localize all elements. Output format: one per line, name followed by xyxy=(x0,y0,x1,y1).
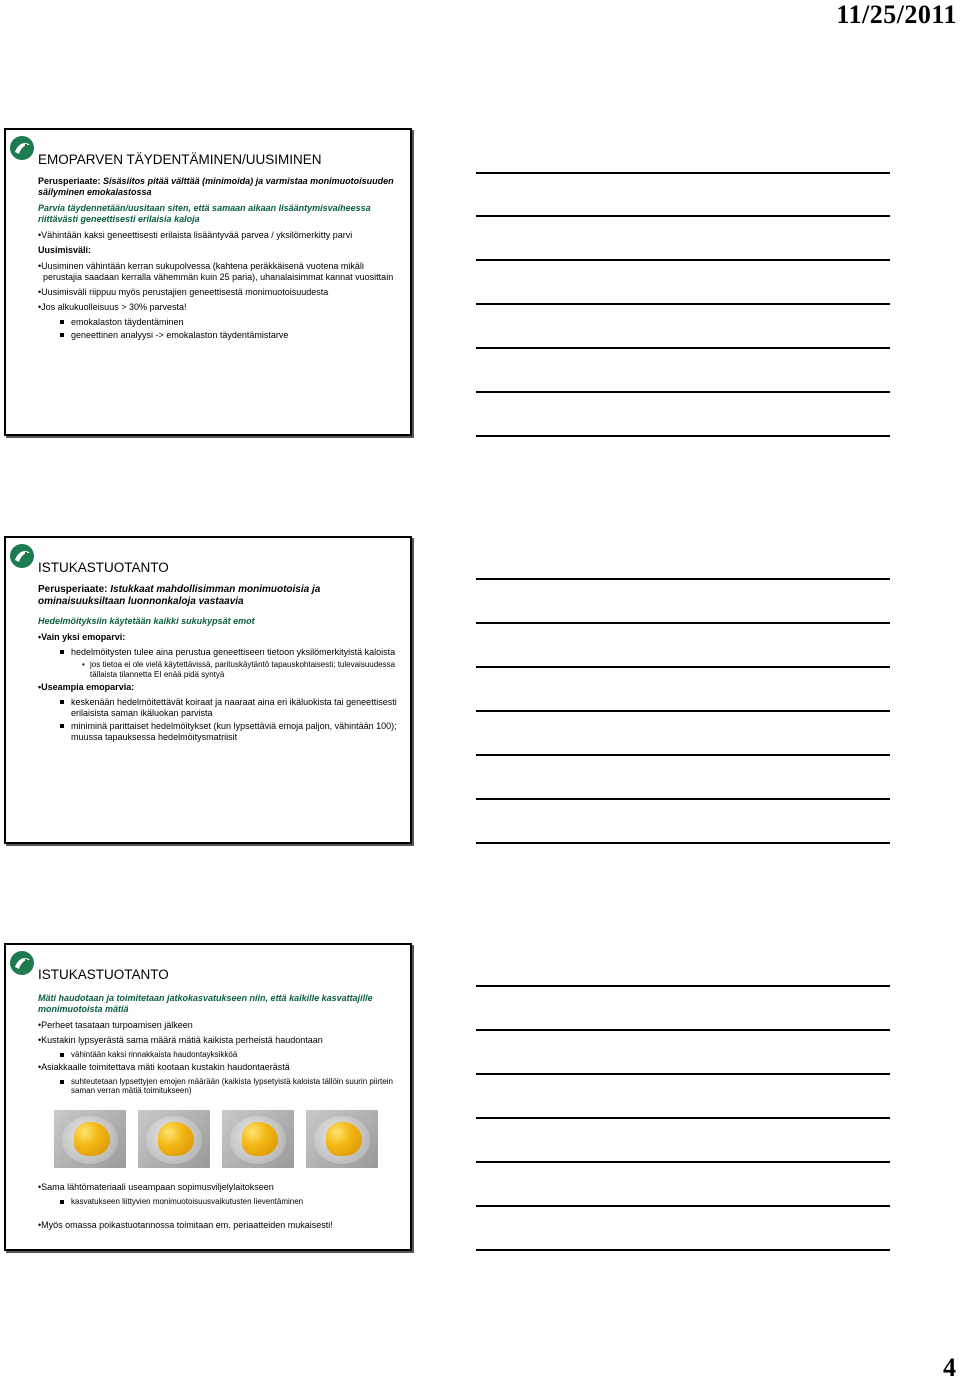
note-line xyxy=(476,710,890,712)
sub-bullet-item: vähintään kaksi rinnakkaista haudontayksikköä xyxy=(38,1050,400,1060)
highlight-text: Mäti haudotaan ja toimitetaan jatkokasvatukseen niin, että kaikille kasvattajille monimuotoista mätiä xyxy=(38,993,373,1014)
note-line xyxy=(476,435,890,437)
sub-bullet-item: geneettinen analyysi -> emokalaston täydentämistarve xyxy=(38,330,400,341)
note-line xyxy=(476,1249,890,1251)
roe-dish-photo xyxy=(306,1110,378,1168)
note-line xyxy=(476,215,890,217)
roe-dish-photo xyxy=(54,1110,126,1168)
note-line xyxy=(476,1029,890,1031)
fish-logo-icon xyxy=(9,135,35,161)
bullet-item: • Useampia emoparvia: xyxy=(38,682,400,693)
note-line xyxy=(476,754,890,756)
interval-label: Uusimisväli: xyxy=(38,245,92,255)
slide-title: ISTUKASTUOTANTO xyxy=(38,560,169,575)
note-line xyxy=(476,259,890,261)
slide-2 xyxy=(4,536,412,844)
note-line xyxy=(476,842,890,844)
principle-label: Perusperiaate: xyxy=(38,584,108,595)
sub-bullet-item: emokalaston täydentäminen xyxy=(38,317,400,328)
slide-1 xyxy=(4,128,412,436)
bullet-item: • Myös omassa poikastuotannossa toimitaan em. periaatteiden mukaisesti! xyxy=(38,1220,400,1231)
sub-bullet-item: suhteutetaan lypsettyjen emojen määrään (kaikista lypsetyistä kaloista tällöin suurin piirtein saman verran mätiä toimitukseen) xyxy=(38,1077,400,1096)
page-number: 4 xyxy=(943,1353,956,1382)
bullet-item: • Sama lähtömateriaali useampaan sopimusviljelylaitokseen xyxy=(38,1182,400,1193)
note-line xyxy=(476,1161,890,1163)
bullet-item: • Vain yksi emoparvi: xyxy=(38,632,400,643)
sub-bullet-item: kasvatukseen liittyvien monimuotoisuusvaikutusten lieventäminen xyxy=(38,1197,400,1207)
bullet-item: • Kustakin lypsyerästä sama määrä mätiä kaikista perheistä haudontaan xyxy=(38,1035,400,1046)
principle-text: Sisäsiitos pitää välttää (minimoida) ja varmistaa monimuotoisuuden säilyminen emokalastossa xyxy=(38,176,394,197)
note-line xyxy=(476,1117,890,1119)
bullet-item: • Vähintään kaksi geneettisesti erilaista lisääntyvää parvea / yksilömerkitty parvi xyxy=(38,230,400,241)
note-line xyxy=(476,391,890,393)
sub-sub-bullet-item: • jos tietoa ei ole vielä käytettävissä, parituskäytäntö tapauskohtaisesti; tulevaisuudessa tällaista tilannetta EI enää pidä syntyä xyxy=(38,660,400,679)
sub-bullet-item: hedelmöitysten tulee aina perustua geneettiseen tietoon yksilömerkityistä kaloista xyxy=(38,647,400,658)
note-line xyxy=(476,172,890,174)
roe-photo-row xyxy=(54,1110,400,1168)
sub-bullet-item: miniminä parittaiset hedelmöitykset (kun lypsettäviä emoja paljon, vähintään 100); muussa tapauksessa hedelmöitysmatriisit xyxy=(38,721,400,743)
bullet-item: • Asiakkaalle toimitettava mäti kootaan kustakin haudontaerästä xyxy=(38,1062,400,1073)
principle xyxy=(38,584,400,608)
highlight-text: Parvia täydennetään/uusitaan siten, että samaan aikaan lisääntymisvaiheessa riittävästi geneettisesti erilaisia kaloja xyxy=(38,203,371,224)
note-line xyxy=(476,798,890,800)
slide-title: EMOPARVEN TÄYDENTÄMINEN/UUSIMINEN xyxy=(38,152,322,167)
page-date: 11/25/2011 xyxy=(836,0,957,29)
slide-3 xyxy=(4,943,412,1251)
roe-dish-photo xyxy=(222,1110,294,1168)
principle-label: Perusperiaate: xyxy=(38,176,101,186)
bullet-item: • Uusiminen vähintään kerran sukupolvessa (kahtena peräkkäisenä vuotena mikäli perustajia saadaan kerralla vähemmän kuin 25 paria), uhanalaisimmat kannat vuosittain xyxy=(38,261,400,283)
fish-logo-icon xyxy=(9,950,35,976)
bullet-item: • Uusimisväli riippuu myös perustajien geneettisestä monimuotoisuudesta xyxy=(38,287,400,298)
fish-logo-icon xyxy=(9,543,35,569)
note-line xyxy=(476,347,890,349)
highlight-text: Hedelmöityksiin käytetään kaikki sukukypsät emot xyxy=(38,616,255,626)
note-line xyxy=(476,303,890,305)
roe-dish-photo xyxy=(138,1110,210,1168)
note-line xyxy=(476,1073,890,1075)
note-line xyxy=(476,578,890,580)
principle-text: Istukkaat mahdollisimman monimuotoisia ja ominaisuuksiltaan luonnonkaloja vastaavia xyxy=(38,584,321,607)
note-line xyxy=(476,985,890,987)
slide-title: ISTUKASTUOTANTO xyxy=(38,967,169,982)
note-line xyxy=(476,1205,890,1207)
bullet-item: • Jos alkukuolleisuus > 30% parvesta! xyxy=(38,302,400,313)
note-line xyxy=(476,622,890,624)
bullet-item: • Perheet tasataan turpoamisen jälkeen xyxy=(38,1020,400,1031)
note-line xyxy=(476,666,890,668)
sub-bullet-item: keskenään hedelmöitettävät koiraat ja naaraat aina eri ikäluokista tai geneettisesti erilaisista saman ikäluokan parvista xyxy=(38,697,400,719)
principle xyxy=(38,176,400,198)
